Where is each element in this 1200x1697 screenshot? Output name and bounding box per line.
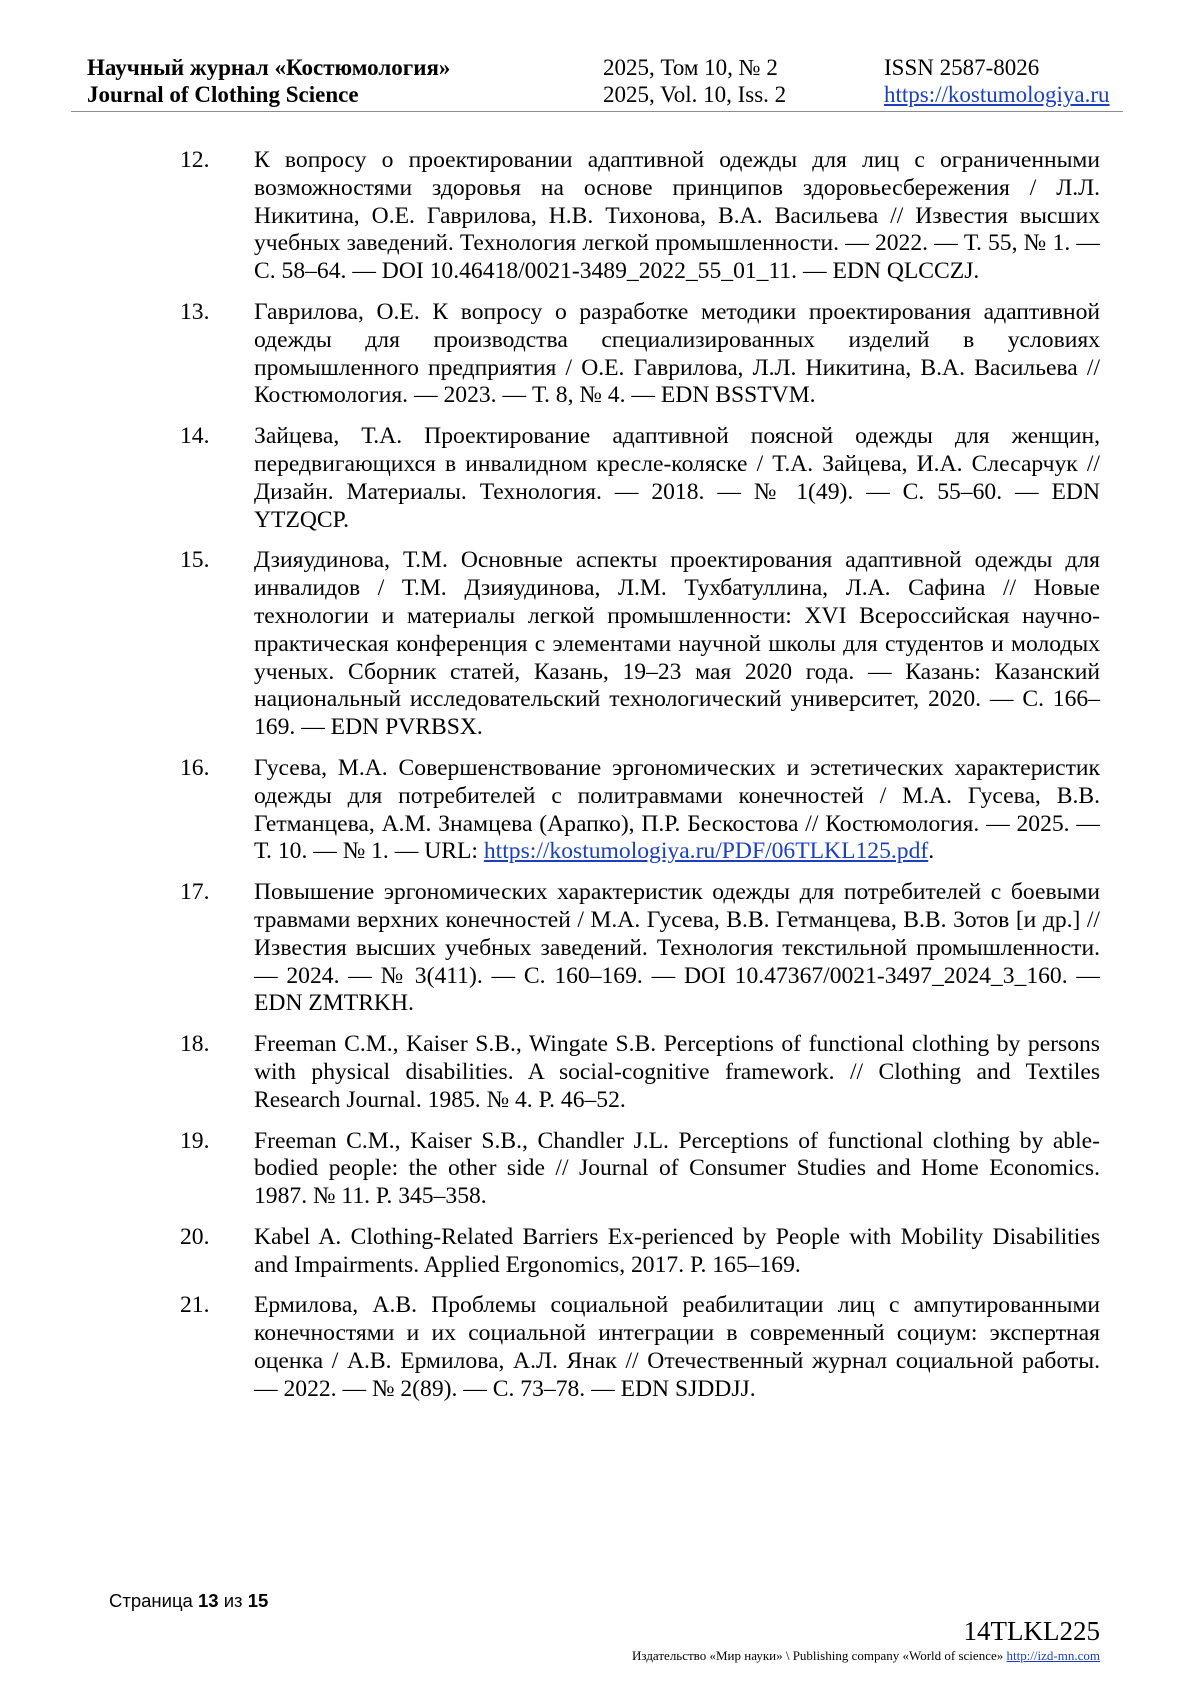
references-list (180, 147, 1100, 1417)
reference-text: Ермилова, А.В. Проблемы социальной реабилитации лиц с ампутированными конечностями и их социальной интеграции в современный социум: экспертная оценка / А.В. Ермилова, А.Л. Янак // Отечественный журнал социальной работы. — 2022. — № 2(89). — С. 73–78. — EDN SJDDJJ. (254, 1292, 1100, 1402)
reference-item (180, 1292, 1100, 1403)
article-code: 14TLKL225 (963, 1616, 1100, 1646)
reference-number: 19. (180, 1127, 210, 1154)
reference-text: Дзияудинова, Т.М. Основные аспекты проектирования адаптивной одежды для инвалидов / Т.М. Дзияудинова, Л.М. Тухбатуллина, Л.А. Сафина // Новые технологии и материалы легкой промышленности: XVI Всероссийская научно-практическая конференция с элементами научной школы для студентов и молодых ученых. Сборник статей, Казань, 19–23 мая 2020 года. — Казань: Казанский национальный исследовательский технологический университет, 2020. — С. 166–169. — EDN PVRBSX. (254, 547, 1100, 741)
reference-number: 13. (180, 298, 210, 325)
reference-number: 14. (180, 423, 210, 450)
reference-item (180, 879, 1100, 1018)
reference-text: Freeman C.M., Kaiser S.B., Wingate S.B. Perceptions of functional clothing by persons with physical disabilities. A social-cognitive framework. // Clothing and Textiles Research Journal. 1985. № 4. P. 46–52. (254, 1031, 1100, 1113)
page-label: Страница (109, 1590, 193, 1611)
reference-item (180, 147, 1100, 286)
reference-number: 16. (180, 754, 210, 781)
page-total: 15 (247, 1590, 269, 1611)
reference-number: 12. (180, 147, 210, 173)
reference-text-with-link (254, 755, 1100, 866)
journal-title-block (87, 54, 450, 108)
reference-item (180, 423, 1100, 534)
issue-info-ru: 2025, Том 10, № 2 (603, 55, 778, 80)
reference-text: Kabel A. Clothing-Related Barriers Ex-perienced by People with Mobility Disabilities and Impairments. Applied Ergonomics, 2017. P. 165–169. (254, 1223, 1100, 1278)
journal-site-link[interactable]: https://kostumologiya.ru (884, 82, 1110, 107)
reference-text: Freeman C.M., Kaiser S.B., Chandler J.L. Perceptions of functional clothing by able-bodied people: the other side // Journal of Consumer Studies and Home Economics. 1987. № 11. P. 345–358. (254, 1127, 1100, 1210)
issn-label: ISSN 2587-8026 (884, 55, 1040, 80)
reference-text: Гаврилова, О.Е. К вопросу о разработке методики проектирования адаптивной одежды для производства специализированных изделий в условиях промышленного предприятия / О.Е. Гаврилова, Л.Л. Никитина, В.А. Васильева // Костюмология. — 2023. — Т. 8, № 4. — EDN BSSTVM. (254, 298, 1100, 409)
page-of-label: из (223, 1590, 243, 1611)
issue-info-block (603, 54, 786, 108)
publisher-text: Издательство «Мир науки» \ Publishing company «World of science» (632, 1648, 1007, 1663)
issn-block (884, 54, 1110, 108)
reference-url-link[interactable]: https://kostumologiya.ru/PDF/06TLKL125.pdf (483, 838, 929, 865)
issue-info-en: 2025, Vol. 10, Iss. 2 (603, 82, 787, 107)
reference-item (180, 1031, 1100, 1114)
reference-number: 17. (180, 879, 210, 906)
reference-text: К вопросу о проектировании адаптивной одежды для лиц с ограниченными возможностями здоровья на основе принципов здоровьесбережения / Л.Л. Никитина, О.Е. Гаврилова, Н.В. Тихонова, В.А. Васильева // Известия высших учебных заведений. Технология легкой промышленности. — 2022. — Т. 55, № 1. — С. 58–64. — DOI 10.46418/0021-3489_2022_55_01_11. — EDN QLCCZJ. (254, 147, 1100, 285)
reference-item (180, 1224, 1100, 1280)
publisher-link[interactable]: http://izd-mn.com (1006, 1648, 1100, 1663)
reference-number: 15. (180, 547, 210, 574)
journal-title-ru: Научный журнал «Костюмология» (87, 55, 451, 80)
publisher-line (632, 1648, 1100, 1664)
reference-text: Гусева, М.А. Совершенствование эргономических и эстетических характеристик одежды для потребителей с политравмами конечностей / М.А. Гусева, В.В. Гетманцева, А.М. Знамцева (Арапко), П.Р. Бескостова // Костюмология. — 2025. — Т. 10. — № 1. — URL: (254, 754, 1100, 865)
reference-text-tail: . (928, 838, 935, 865)
reference-item (180, 547, 1100, 742)
reference-number: 21. (180, 1292, 210, 1319)
reference-item (180, 755, 1100, 866)
reference-text: Зайцева, Т.А. Проектирование адаптивной поясной одежды для женщин, передвигающихся в инвалидном кресле-коляске / Т.А. Зайцева, И.А. Слесарчук // Дизайн. Материалы. Технология. — 2018. — № 1(49). — С. 55–60. — EDN YTZQCP. (254, 423, 1100, 533)
reference-item (180, 299, 1100, 410)
header-divider (71, 111, 1123, 112)
reference-item (180, 1128, 1100, 1211)
reference-number: 18. (180, 1031, 210, 1058)
reference-number: 20. (180, 1223, 210, 1250)
journal-title-en: Journal of Clothing Science (87, 82, 359, 107)
reference-text: Повышение эргономических характеристик одежды для потребителей с боевыми травмами верхних конечностей / М.А. Гусева, В.В. Гетманцева, В.В. Зотов [и др.] // Известия высших учебных заведений. Технология текстильной промышленности. — 2024. — № 3(411). — С. 160–169. — DOI 10.47367/0021-3497_2024_3_160. — EDN ZMTRKH. (254, 879, 1100, 1017)
page-counter (109, 1590, 268, 1612)
page-current: 13 (198, 1590, 219, 1611)
